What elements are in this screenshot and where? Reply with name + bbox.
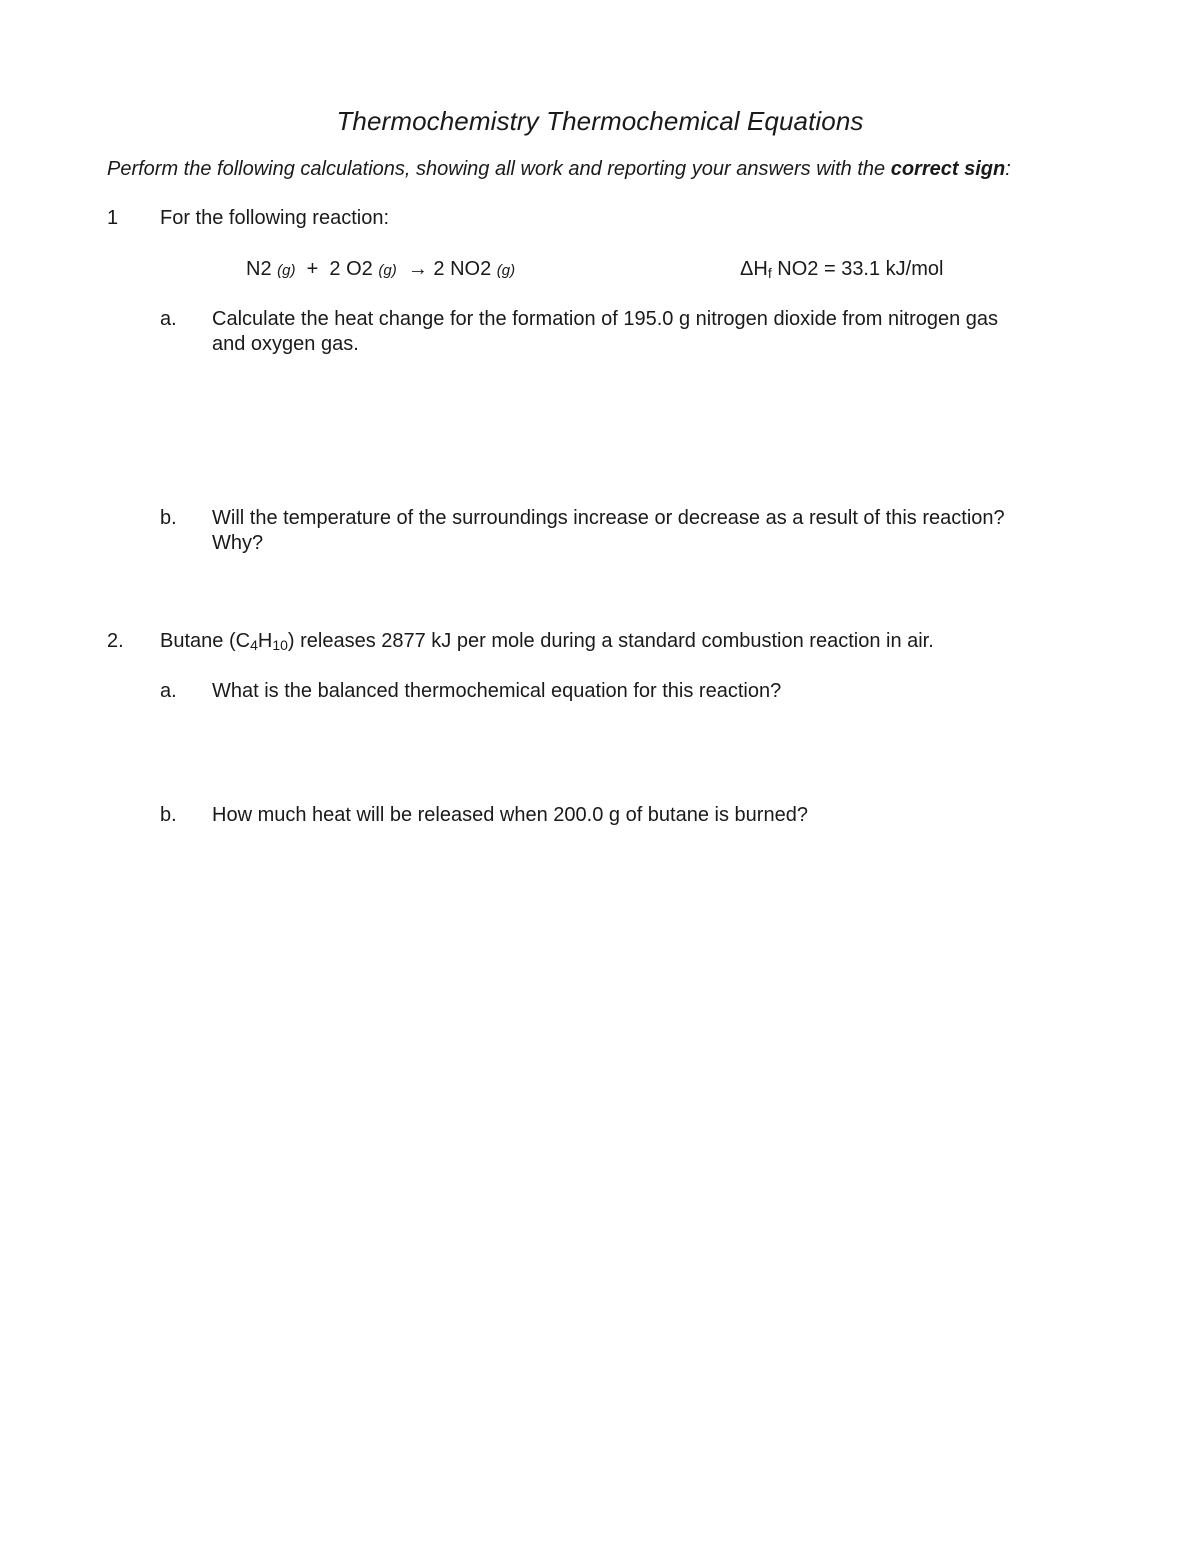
o2-coefficient: 2 [329,258,341,280]
question-2-text-start: Butane (C [160,630,251,652]
instructions-suffix: : [1005,158,1011,180]
question-2b-letter: b. [160,804,177,826]
enthalpy-of-formation [740,258,943,281]
question-2-text [160,630,934,653]
question-1b-text [212,506,1005,556]
question-2b-text: How much heat will be released when 200.0 g of butane is burned? [212,804,808,826]
question-1b-line-1: Will the temperature of the surroundings increase or decrease as a result of this reaction? [212,507,1005,529]
question-1-number: 1 [107,207,119,229]
question-2-text-end: ) releases 2877 kJ per mole during a standard combustion reaction in air. [287,630,934,652]
hydrogen-subscript: 10 [272,637,288,653]
question-1-text: For the following reaction: [160,207,390,229]
question-2a-letter: a. [160,680,177,702]
no2-coefficient: 2 [433,258,445,280]
o2-formula: O2 [346,258,373,280]
instructions [107,158,1011,181]
instructions-emphasis: correct sign [890,158,1006,180]
reaction-arrow: → [407,258,428,280]
question-2-number: 2. [107,630,124,652]
question-2a-text: What is the balanced thermochemical equation for this reaction? [212,680,782,702]
n2-formula: N2 [246,258,272,280]
plus-sign: + [306,258,319,280]
no2-formula: NO2 [450,258,492,280]
o2-phase: (g) [378,262,397,279]
no2-phase: (g) [496,262,516,279]
delta-h-symbol: ΔH [740,258,768,280]
enthalpy-species: NO2 [777,258,819,280]
delta-h-subscript: f [767,265,772,281]
carbon-subscript: 4 [250,637,258,653]
question-1a-text [212,307,998,357]
reaction-equation [246,258,515,281]
enthalpy-value: = 33.1 kJ/mol [823,258,944,280]
question-1a-line-1: Calculate the heat change for the formation of 195.0 g nitrogen dioxide from nitrogen gas [212,308,999,330]
question-1a-line-2: and oxygen gas. [212,333,359,355]
question-1b-line-2: Why? [212,532,264,554]
hydrogen-symbol: H [257,630,273,652]
question-1a-letter: a. [160,308,177,330]
instructions-text: Perform the following calculations, showing all work and reporting your answers with the [107,158,891,180]
page-title: Thermochemistry Thermochemical Equations [336,106,864,136]
n2-phase: (g) [277,262,296,279]
question-1b-letter: b. [160,507,177,529]
